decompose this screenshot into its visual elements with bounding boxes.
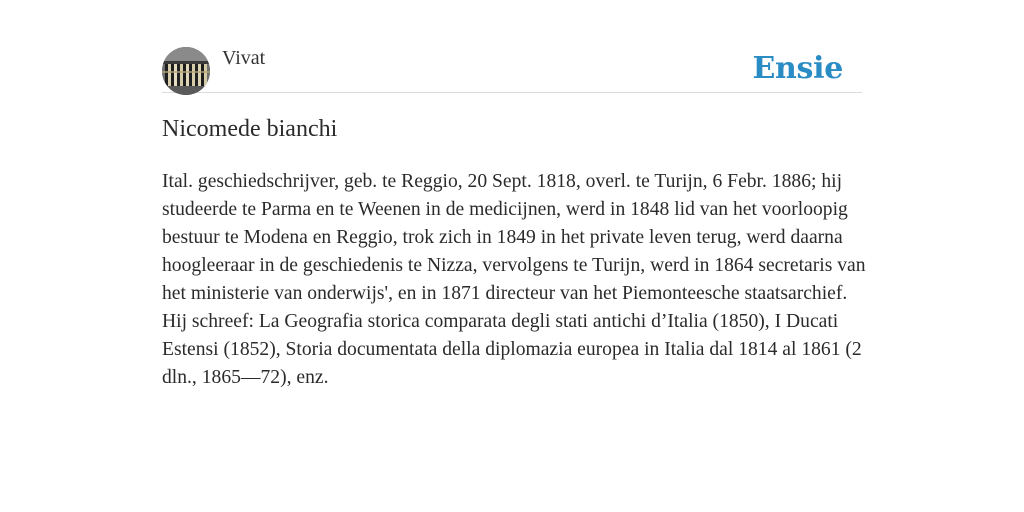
author-name[interactable]: Vivat <box>222 47 266 69</box>
entry-body: Ital. geschiedschrijver, geb. te Reggio, 20 Sept. 1818, overl. te Turijn, 6 Febr. 1886; hij studeerde te Parma en te Weenen in de medicijnen, werd in 1848 lid van het voorloopig bestuur te Modena en Reggio, trok zich in 1849 in het private leven terug, werd daarna hoogleeraar in de geschiedenis te Nizza, vervolgens te Turijn, werd in 1864 secretaris van het ministerie van onderwijs', en in 1871 directeur van het Piemonteesche staatsarchief. Hij schreef: La Geografia storica comparata degli stati antichi d’Italia (1850), I Ducati Estensi (1852), Storia documentata della diplomazia europea in Italia dal 1814 al 1861 (2 dln., 1865—72), enz. <box>162 171 866 388</box>
bookshelf-avatar-icon <box>162 47 210 95</box>
entry-title: Nicomede bianchi <box>162 116 338 142</box>
author-avatar[interactable] <box>162 47 210 95</box>
brand-logo[interactable]: Ensie <box>752 51 843 86</box>
page-header <box>162 46 862 93</box>
